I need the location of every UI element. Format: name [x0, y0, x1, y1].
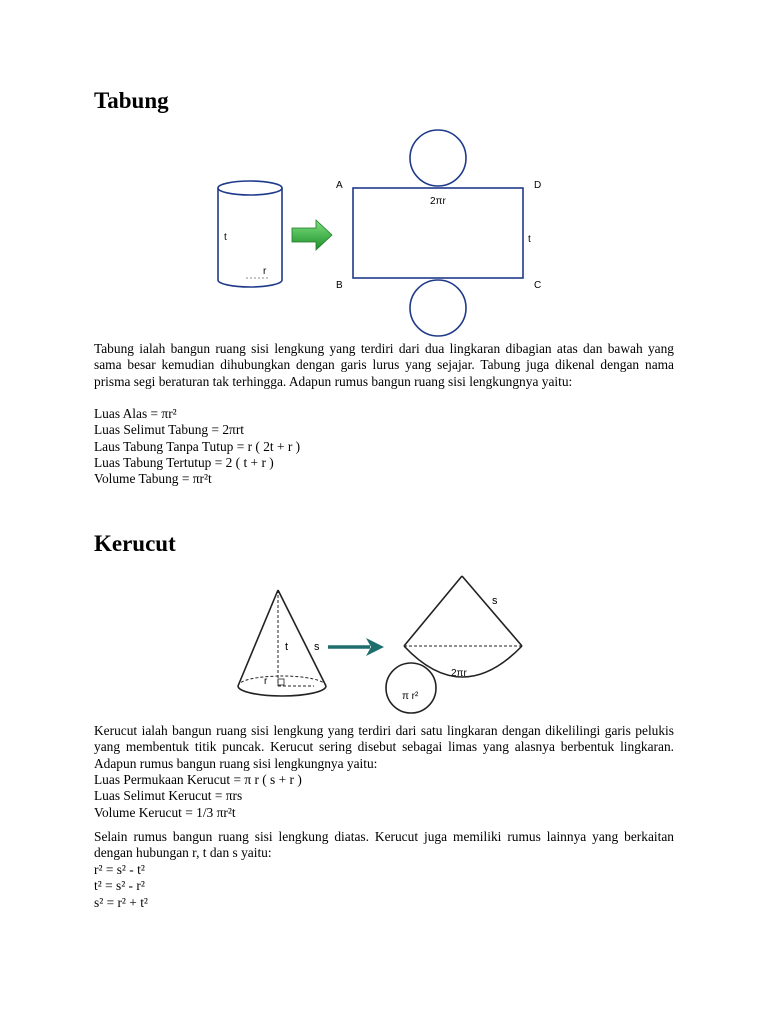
teal-arrow-icon [328, 638, 384, 656]
formula-item: Luas Tabung Tertutup = 2 ( t + r ) [94, 454, 274, 470]
cone-drawing [238, 590, 326, 696]
cylinder-label-r: r [263, 266, 267, 277]
net-label-2pir-cone: 2πr [451, 668, 467, 679]
formula-item: Luas Alas = πr² [94, 406, 177, 421]
net-label-2pir: 2πr [430, 196, 446, 207]
net-label-d: D [534, 180, 542, 191]
kerucut-paragraph: Kerucut ialah bangun ruang sisi lengkung yang terdiri dari satu lingkaran dengan dikelilingi garis pelukis yang membentuk titik puncak. Kerucut sering disebut sebagai limas yang alasnya berbentuk lingkaran. Adapun rumus bangun ruang sisi lengkungnya yaitu: [94, 723, 674, 771]
cylinder-label-t: t [224, 232, 227, 243]
green-arrow-icon [292, 220, 332, 250]
relation-item: s² = r² + t² [94, 894, 148, 910]
tabung-paragraph: Tabung ialah bangun ruang sisi lengkung yang terdiri dari dua lingkaran dibagian atas dan bawah yang sama besar kemudian dihubungkan dengan garis lurus yang sejajar. Tabung juga dikenal dengan nama prisma segi beraturan tak terhingga. Adapun rumus bangun ruang sisi lengkungnya yaitu: [94, 341, 674, 389]
relation-item: t² = s² - r² [94, 878, 145, 894]
kerucut-figure [230, 568, 540, 716]
heading-tabung: Tabung [94, 88, 169, 113]
net-label-t: t [528, 234, 531, 245]
kerucut-paragraph-2: Selain rumus bangun ruang sisi lengkung diatas. Kerucut juga memiliki rumus lainnya yang berkaitan dengan hubungan r, t dan s yaitu: [94, 829, 674, 861]
formula-item: Luas Permukaan Kerucut = π r ( s + r ) [94, 772, 302, 787]
tabung-formula-list [94, 406, 300, 487]
relation-item: r² = s² - t² [94, 862, 145, 877]
cylinder-net-drawing [353, 130, 523, 336]
net-label-c: C [534, 280, 542, 291]
tabung-figure [200, 128, 560, 338]
cone-label-r: r [264, 676, 268, 687]
heading-kerucut: Kerucut [94, 531, 176, 556]
kerucut-relations-list [94, 862, 148, 911]
net-label-pir2: π r² [402, 691, 419, 702]
net-label-b: B [336, 280, 343, 291]
cone-label-s: s [314, 641, 320, 653]
cone-label-t: t [285, 641, 289, 653]
formula-item: Luas Selimut Tabung = 2πrt [94, 422, 244, 438]
cylinder-drawing [218, 181, 282, 287]
net-label-s: s [492, 595, 498, 607]
formula-item: Laus Tabung Tanpa Tutup = r ( 2t + r ) [94, 438, 301, 454]
net-label-a: A [336, 180, 343, 191]
kerucut-formula-list [94, 772, 302, 821]
formula-item: Volume Kerucut = 1/3 πr²t [94, 804, 236, 820]
formula-item: Luas Selimut Kerucut = πrs [94, 788, 243, 804]
formula-item: Volume Tabung = πr²t [94, 471, 212, 487]
